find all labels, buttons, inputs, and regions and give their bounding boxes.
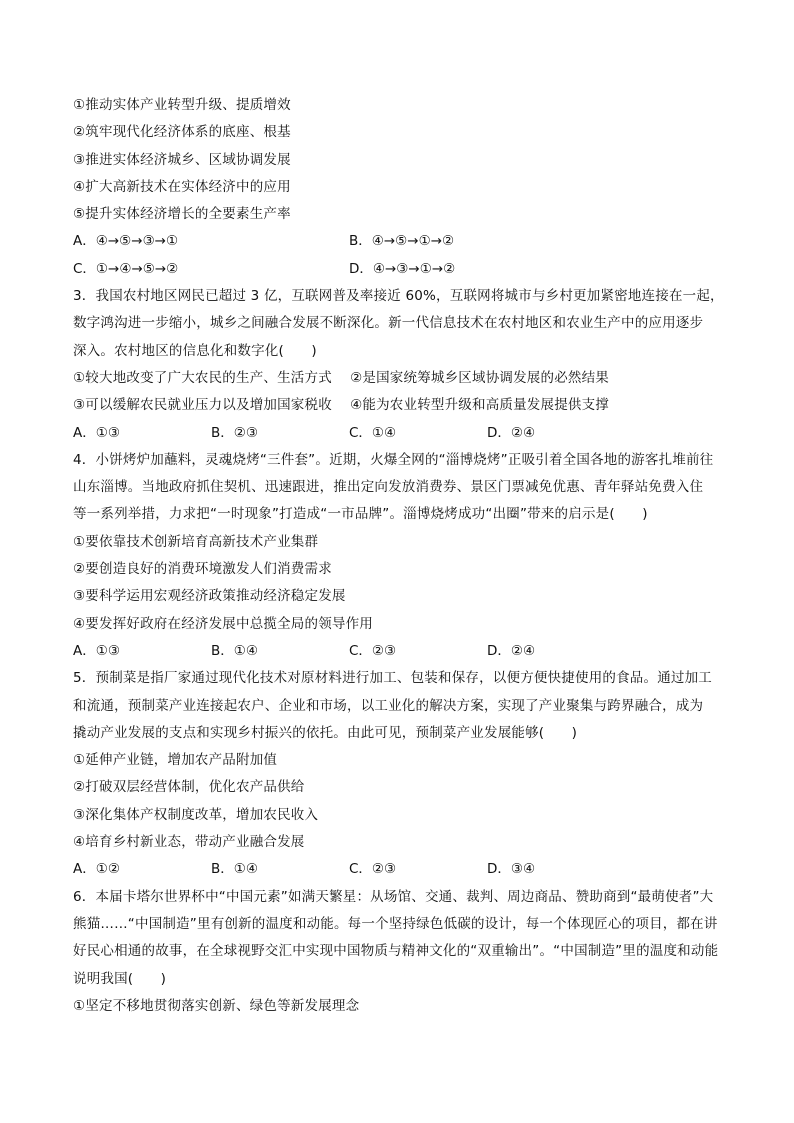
q4-option-d: D．②④ bbox=[487, 642, 536, 659]
q4-option-a: A．①③ bbox=[73, 642, 120, 659]
q2-item-3: ③推进实体经济城乡、区域协调发展 bbox=[73, 151, 291, 168]
q6-item-1: ①坚定不移地贯彻落实创新、绿色等新发展理念 bbox=[73, 997, 360, 1014]
q2-options-row-1 bbox=[73, 228, 733, 255]
q6-stem-line-2: 熊猫……“中国制造”里有创新的温度和动能。每一个坚持绿色低碳的设计，每一个体现匠心的项目，都在讲 bbox=[73, 915, 718, 932]
q5-item-1: ①延伸产业链，增加农产品附加值 bbox=[73, 752, 278, 769]
q2-option-c: C．①→④→⑤→② bbox=[73, 260, 179, 277]
q6-stem-line-4: 说明我国( ) bbox=[73, 970, 167, 987]
q5-stem-line-3: 撬动产业发展的支点和实现乡村振兴的依托。由此可见，预制菜产业发展能够( ) bbox=[73, 724, 578, 741]
q6-stem-line-3: 好民心相通的故事，在全球视野交汇中实现中国物质与精神文化的“双重输出”。“中国制造”里的温度和动能 bbox=[73, 943, 719, 960]
q5-options bbox=[73, 856, 733, 883]
q4-item-4: ④要发挥好政府在经济发展中总揽全局的领导作用 bbox=[73, 615, 374, 632]
q3-option-a: A．①③ bbox=[73, 424, 120, 441]
q2-options-row-2 bbox=[73, 256, 733, 283]
q5-stem-line-1: 5．预制菜是指厂家通过现代化技术对原材料进行加工、包装和保存，以便方便快捷使用的食品。通过加工 bbox=[73, 670, 712, 687]
q3-option-c: C．①④ bbox=[349, 424, 397, 441]
q5-option-d: D．③④ bbox=[487, 861, 536, 878]
question-5 bbox=[73, 665, 733, 883]
q4-item-1: ①要依靠技术创新培育高新技术产业集群 bbox=[73, 533, 319, 550]
q4-item-3: ③要科学运用宏观经济政策推动经济稳定发展 bbox=[73, 588, 346, 605]
q5-option-c: C．②③ bbox=[349, 861, 397, 878]
q2-option-a: A．④→⑤→③→① bbox=[73, 233, 179, 250]
q3-stem-line-2: 数字鸿沟进一步缩小，城乡之间融合发展不断深化。新一代信息技术在农村地区和农业生产中的应用逐步 bbox=[73, 315, 704, 332]
q3-options bbox=[73, 420, 733, 447]
q6-stem-line-1: 6．本届卡塔尔世界杯中“中国元素”如满天繁星：从场馆、交通、裁判、周边商品、赞助商到“最萌使者”大 bbox=[73, 888, 714, 905]
q5-option-b: B．①④ bbox=[211, 861, 258, 878]
q4-option-b: B．①④ bbox=[211, 642, 258, 659]
q2-option-b: B．④→⑤→①→② bbox=[349, 233, 455, 250]
q3-items-row-2: ③可以缓解农民就业压力以及增加国家税收 ④能为农业转型升级和高质量发展提供支撑 bbox=[73, 397, 609, 414]
question-6 bbox=[73, 884, 733, 1020]
q5-item-3: ③深化集体产权制度改革，增加农民收入 bbox=[73, 806, 319, 823]
q3-option-d: D．②④ bbox=[487, 424, 536, 441]
q4-stem-line-1: 4．小饼烤炉加蘸料，灵魂烧烤“三件套”。近期，火爆全网的“淄博烧烤”正吸引着全国各地的游客扎堆前往 bbox=[73, 451, 714, 468]
q4-item-2: ②要创造良好的消费环境激发人们消费需求 bbox=[73, 561, 332, 578]
q2-item-4: ④扩大高新技术在实体经济中的应用 bbox=[73, 178, 291, 195]
q5-item-4: ④培育乡村新业态，带动产业融合发展 bbox=[73, 834, 305, 851]
q4-option-c: C．②③ bbox=[349, 642, 397, 659]
q3-stem-line-3: 深入。农村地区的信息化和数字化( ) bbox=[73, 342, 317, 359]
q5-item-2: ②打破双层经营体制，优化农产品供给 bbox=[73, 779, 305, 796]
question-4 bbox=[73, 447, 733, 665]
q4-stem-line-3: 等一系列举措，力求把“一时现象”打造成“一市品牌”。淄博烧烤成功“出圈”带来的启示是( ) bbox=[73, 506, 648, 523]
q5-option-a: A．①② bbox=[73, 861, 120, 878]
q3-items-row-1: ①较大地改变了广大农民的生产、生活方式 ②是国家统筹城乡区域协调发展的必然结果 bbox=[73, 369, 609, 386]
q2-item-2: ②筑牢现代化经济体系的底座、根基 bbox=[73, 124, 291, 141]
q3-stem-line-1: 3．我国农村地区网民已超过 3 亿，互联网普及率接近 60%，互联网将城市与乡村更加紧密地连接在一起， bbox=[73, 288, 724, 305]
q3-option-b: B．②③ bbox=[211, 424, 258, 441]
q5-stem-line-2: 和流通，预制菜产业连接起农户、企业和市场，以工业化的解决方案，实现了产业聚集与跨界融合，成为 bbox=[73, 697, 704, 714]
q4-options bbox=[73, 638, 733, 665]
question-2 bbox=[73, 92, 733, 283]
q4-stem-line-2: 山东淄博。当地政府抓住契机、迅速跟进，推出定向发放消费券、景区门票减免优惠、青年驿站免费入住 bbox=[73, 479, 704, 496]
q2-item-5: ⑤提升实体经济增长的全要素生产率 bbox=[73, 206, 291, 223]
q2-option-d: D．④→③→①→② bbox=[349, 260, 456, 277]
q2-item-1: ①推动实体产业转型升级、提质增效 bbox=[73, 97, 291, 113]
page-content bbox=[73, 92, 733, 1020]
question-3 bbox=[73, 283, 733, 447]
